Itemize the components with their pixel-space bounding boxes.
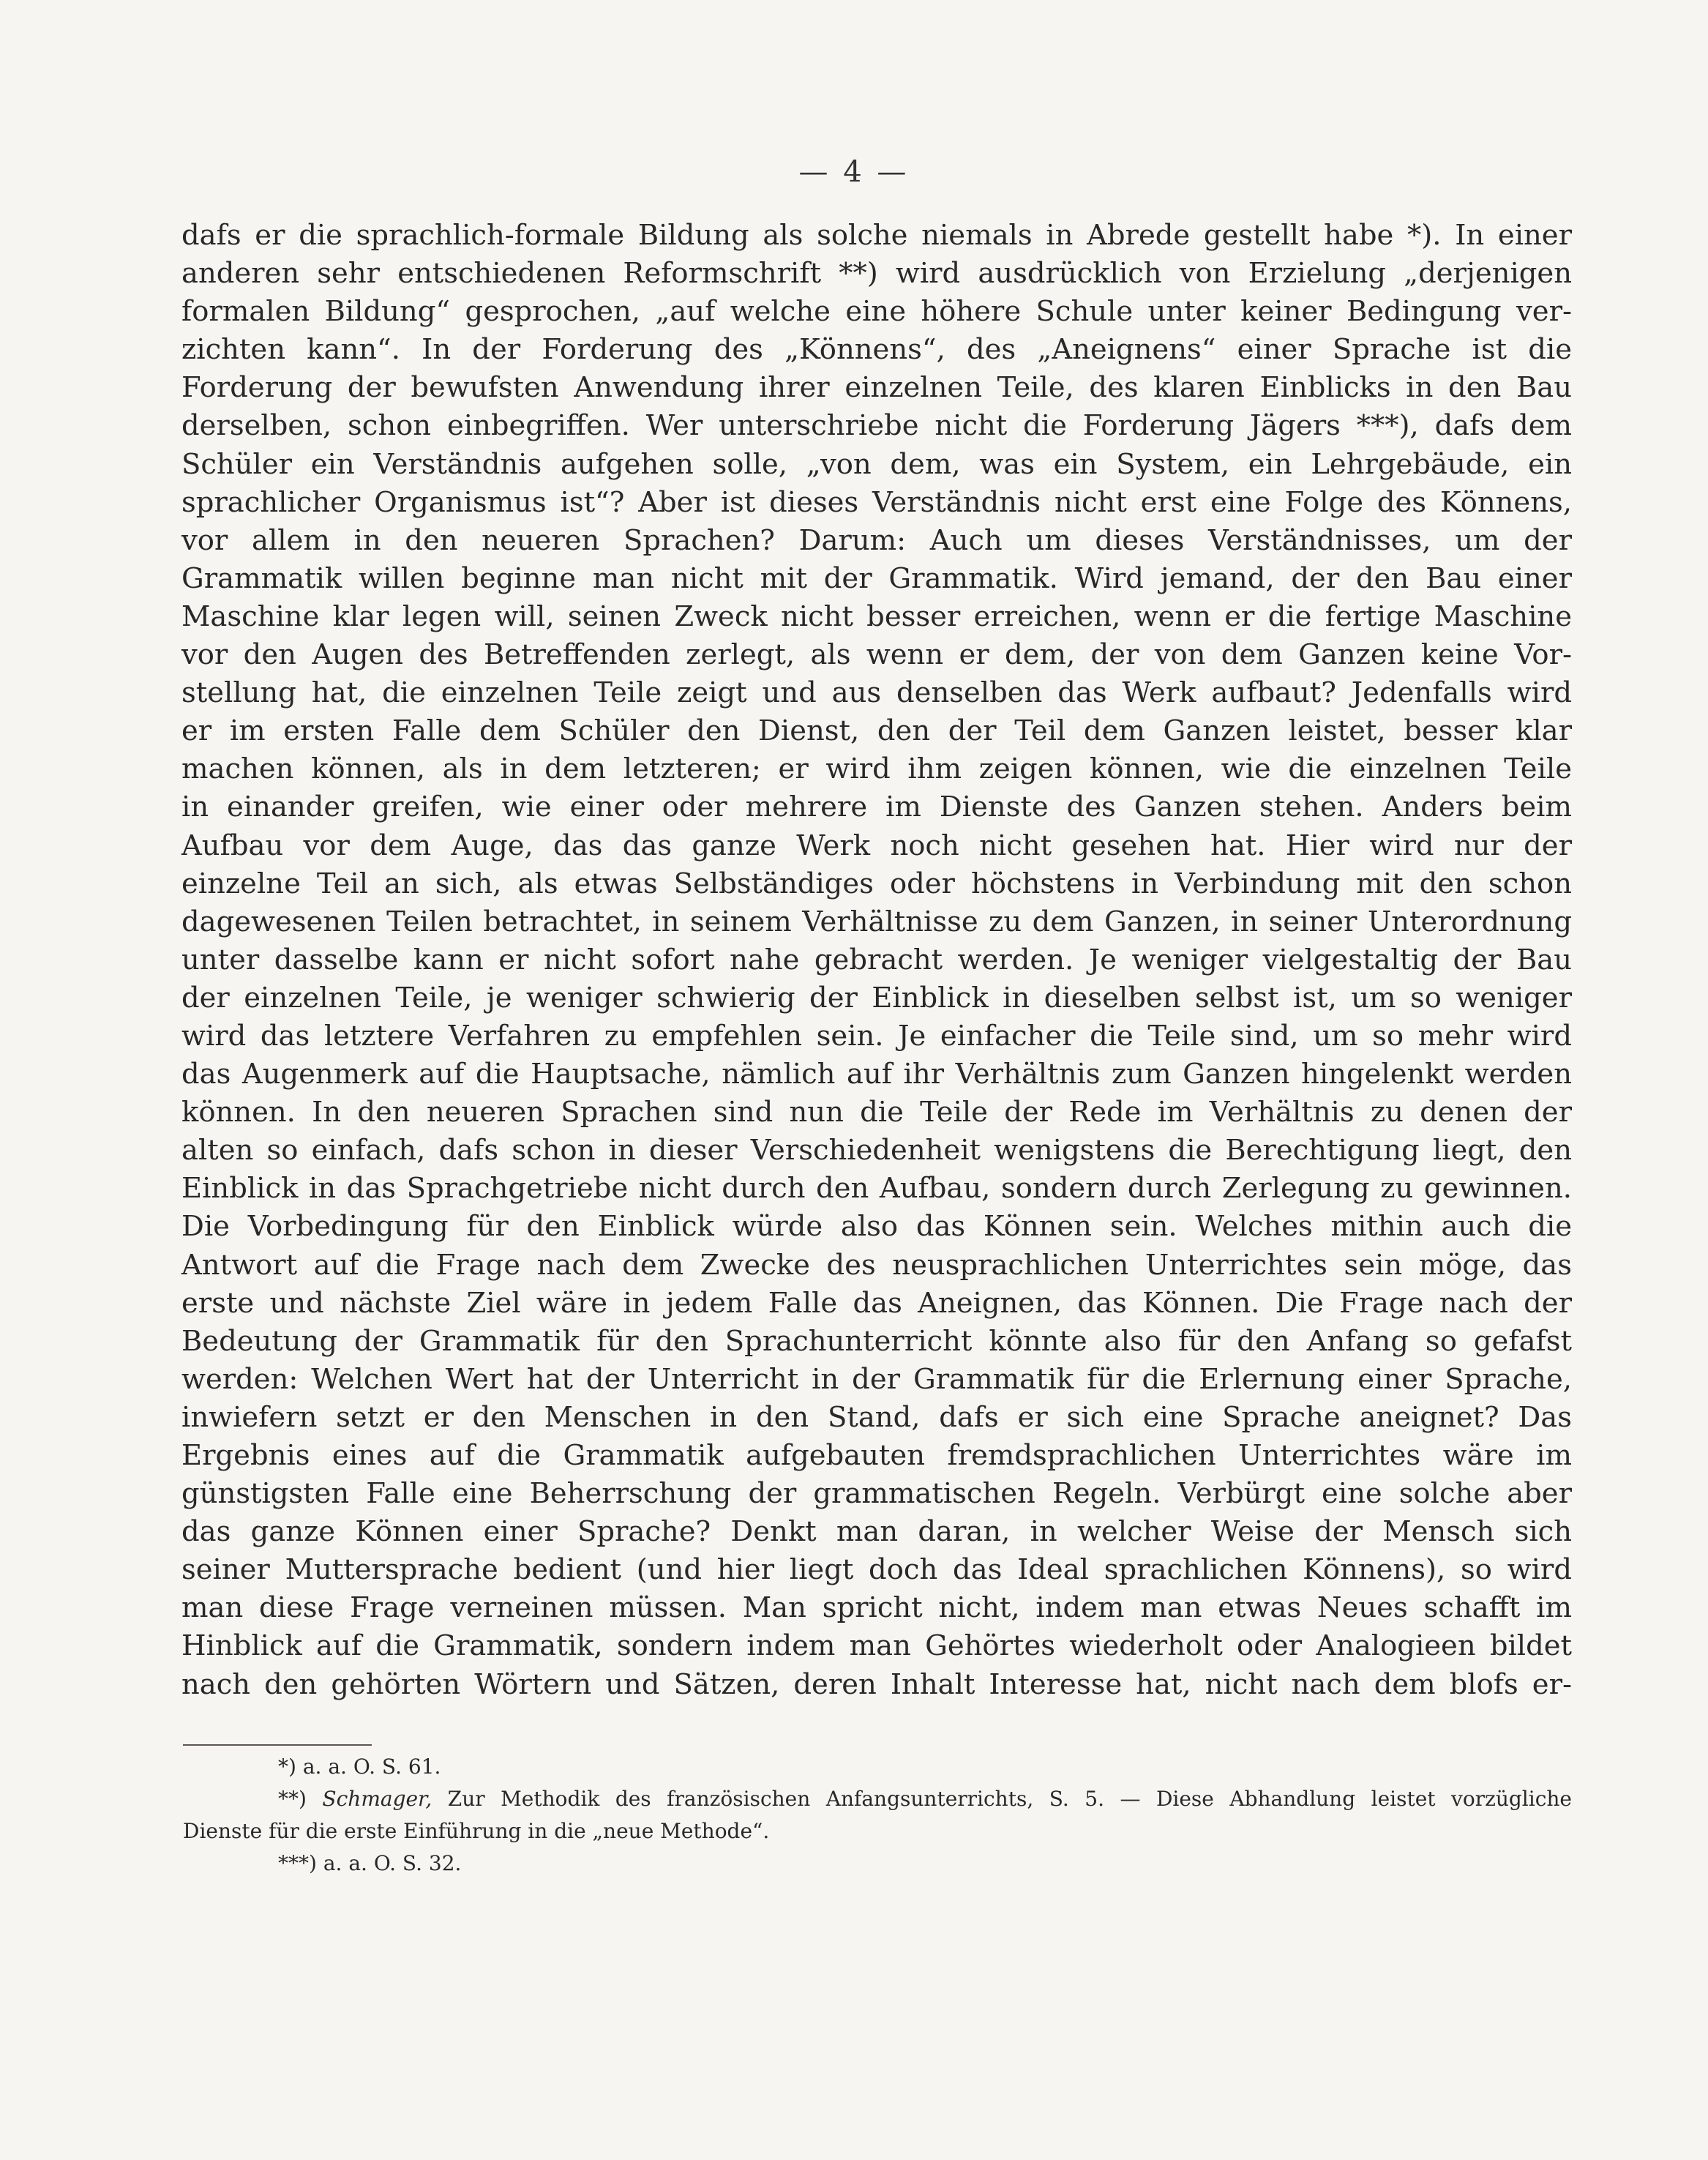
body-line: formalen Bildung“ gesprochen, „auf welche eine höhere Schule unter keiner Bedingung ver-: [181, 295, 1572, 329]
body-line: können. In den neueren Sprachen sind nun die Teile der Rede im Verhältnis zu denen der: [181, 1096, 1572, 1129]
body-line: Schüler ein Verständnis aufgehen solle, „von dem, was ein System, ein Lehrgebäude, ein: [181, 447, 1572, 481]
footnote-1: *) a. a. O. S. 61.: [278, 1754, 441, 1779]
body-line: sprachlicher Organismus ist“? Aber ist dieses Verständnis nicht erst eine Folge des Könnens,: [181, 485, 1572, 519]
footnote-rule: [183, 1744, 372, 1746]
footnote-2-marker: **): [278, 1787, 307, 1811]
body-line: Die Vorbedingung für den Einblick würde also das Können sein. Welches mithin auch die: [181, 1210, 1572, 1244]
footnote-3: ***) a. a. O. S. 32.: [278, 1851, 462, 1875]
body-line: er im ersten Falle dem Schüler den Dienst, den der Teil dem Ganzen leistet, besser klar: [181, 714, 1572, 748]
footnote-2-continuation: Dienste für die erste Einführung in die „neue Methode“.: [183, 1819, 770, 1843]
footnote-2-author: Schmager,: [322, 1787, 432, 1811]
body-line: stellung hat, die einzelnen Teile zeigt und aus denselben das Werk aufbaut? Jedenfalls wird: [181, 676, 1572, 710]
body-line: man diese Frage verneinen müssen. Man spricht nicht, indem man etwas Neues schafft im: [181, 1591, 1572, 1625]
body-line: nach den gehörten Wörtern und Sätzen, deren Inhalt Interesse hat, nicht nach dem blofs er-: [181, 1667, 1572, 1701]
body-line: Einblick in das Sprachgetriebe nicht durch den Aufbau, sondern durch Zerlegung zu gewinnen.: [181, 1172, 1572, 1206]
body-line: vor allem in den neueren Sprachen? Darum: Auch um dieses Verständnisses, um der: [181, 523, 1572, 557]
body-line: inwiefern setzt er den Menschen in den Stand, dafs er sich eine Sprache aneignet? Das: [181, 1400, 1572, 1434]
body-line: derselben, schon einbegriffen. Wer unterschriebe nicht die Forderung Jägers ***), dafs dem: [181, 409, 1572, 443]
body-line: Bedeutung der Grammatik für den Sprachunterricht könnte also für den Anfang so gefafst: [181, 1324, 1572, 1358]
body-line: Ergebnis eines auf die Grammatik aufgebauten fremdsprachlichen Unterrichtes wäre im: [181, 1439, 1572, 1472]
body-line: Antwort auf die Frage nach dem Zwecke des neusprachlichen Unterrichtes sein möge, das: [181, 1248, 1572, 1282]
body-line: vor den Augen des Betreffenden zerlegt, als wenn er dem, der von dem Ganzen keine Vor-: [181, 638, 1572, 672]
body-line: Grammatik willen beginne man nicht mit der Grammatik. Wird jemand, der den Bau einer: [181, 561, 1572, 595]
body-line: wird das letztere Verfahren zu empfehlen sein. Je einfacher die Teile sind, um so mehr wird: [181, 1019, 1572, 1053]
body-line: dafs er die sprachlich-formale Bildung als solche niemals in Abrede gestellt habe *). In einer: [181, 219, 1572, 252]
body-line: Forderung der bewufsten Anwendung ihrer einzelnen Teile, des klaren Einblicks in den Bau: [181, 371, 1572, 405]
footnote-2-text: Zur Methodik des französischen Anfangsunterrichts, S. 5. — Diese Abhandlung leistet vorzügliche: [447, 1787, 1572, 1811]
body-line: einzelne Teil an sich, als etwas Selbständiges oder höchstens in Verbindung mit den schon: [181, 867, 1572, 900]
body-line: unter dasselbe kann er nicht sofort nahe gebracht werden. Je weniger vielgestaltig der Bau: [181, 943, 1572, 976]
body-line: seiner Muttersprache bedient (und hier liegt doch das Ideal sprachlichen Könnens), so wird: [181, 1553, 1572, 1587]
body-line: Aufbau vor dem Auge, das das ganze Werk noch nicht gesehen hat. Hier wird nur der: [181, 829, 1572, 862]
body-line: das Augenmerk auf die Hauptsache, nämlich auf ihr Verhältnis zum Ganzen hingelenkt werden: [181, 1058, 1572, 1091]
page-number: — 4 —: [798, 155, 910, 189]
body-line: machen können, als in dem letzteren; er wird ihm zeigen können, wie die einzelnen Teile: [181, 752, 1572, 786]
body-line: alten so einfach, dafs schon in dieser Verschiedenheit wenigstens die Berechtigung liegt, den: [181, 1134, 1572, 1167]
footnotes: [183, 1751, 1572, 1880]
footnote-2: [183, 1783, 1572, 1815]
body-line: zichten kann“. In der Forderung des „Könnens“, des „Aneignens“ einer Sprache ist die: [181, 333, 1572, 367]
body-line: dagewesenen Teilen betrachtet, in seinem Verhältnisse zu dem Ganzen, in seiner Unterordnung: [181, 905, 1572, 938]
body-line: in einander greifen, wie einer oder mehrere im Dienste des Ganzen stehen. Anders beim: [181, 791, 1572, 824]
body-line: Maschine klar legen will, seinen Zweck nicht besser erreichen, wenn er die fertige Maschine: [181, 599, 1572, 633]
body-line: anderen sehr entschiedenen Reformschrift **) wird ausdrücklich von Erzielung „derjenigen: [181, 257, 1572, 291]
body-line: der einzelnen Teile, je weniger schwierig der Einblick in dieselben selbst ist, um so weniger: [181, 981, 1572, 1014]
body-line: erste und nächste Ziel wäre in jedem Falle das Aneignen, das Können. Die Frage nach der: [181, 1286, 1572, 1320]
body-line: Hinblick auf die Grammatik, sondern indem man Gehörtes wiederholt oder Analogieen bildet: [181, 1629, 1572, 1663]
body-line: das ganze Können einer Sprache? Denkt man daran, in welcher Weise der Mensch sich: [181, 1515, 1572, 1549]
body-line: werden: Welchen Wert hat der Unterricht in der Grammatik für die Erlernung einer Sprache,: [181, 1362, 1572, 1396]
body-text: [181, 217, 1572, 1704]
body-line: günstigsten Falle eine Beherrschung der grammatischen Regeln. Verbürgt eine solche aber: [181, 1477, 1572, 1511]
